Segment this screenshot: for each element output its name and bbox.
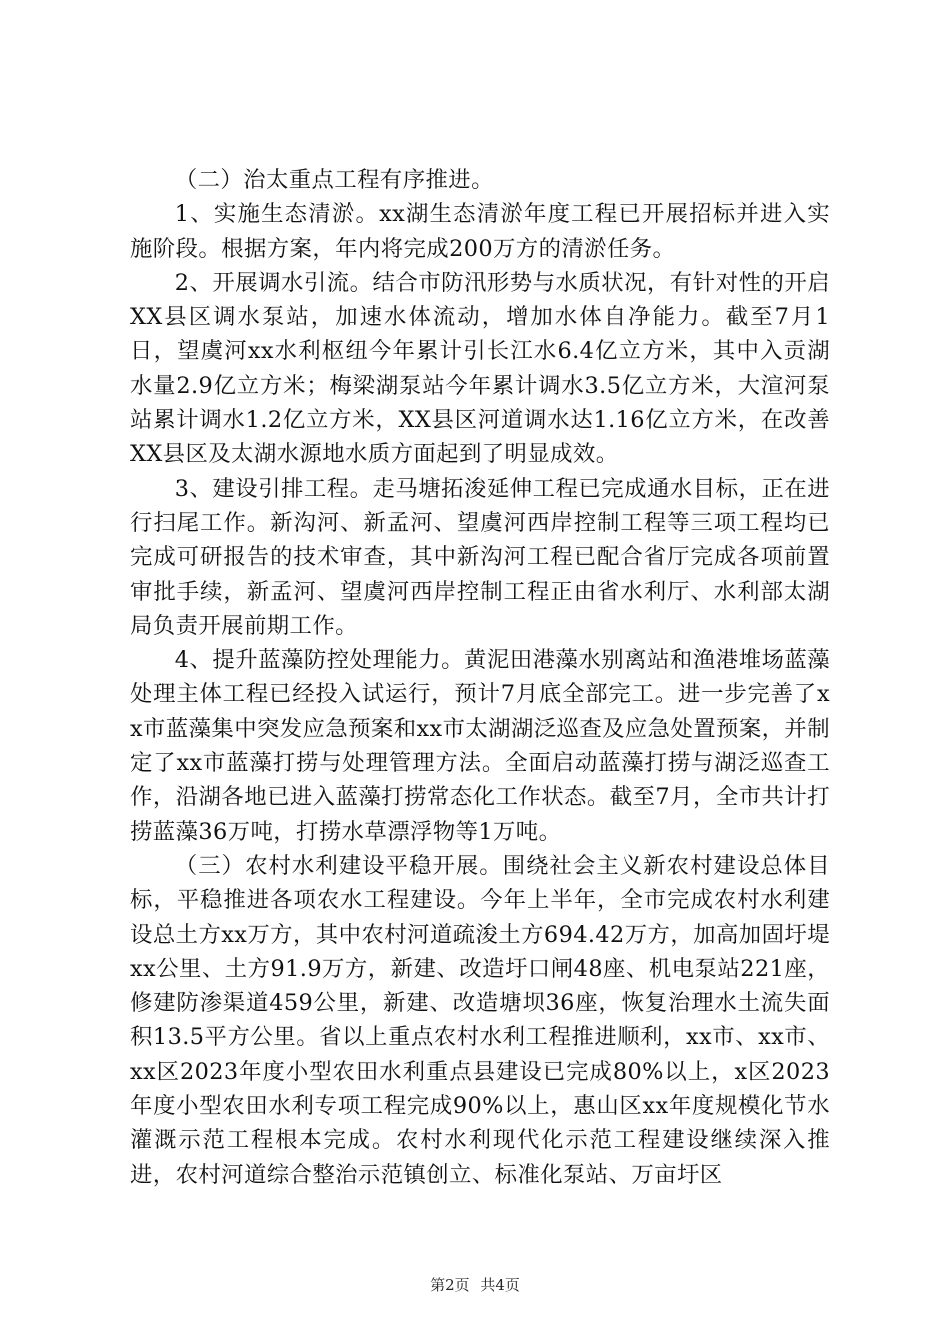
- page-number: 第2页: [430, 1276, 470, 1294]
- paragraph-drainage-projects: 3、建设引排工程。走马塘拓浚延伸工程已完成通水目标，正在进行扫尾工作。新沟河、新孟河、望虞河西岸控制工程等三项工程均已完成可研报告的技术审查，其中新沟河工程已配合省厅完成各项前置审批手续，新孟河、望虞河西岸控制工程正由省水利厅、水利部太湖局负责开展前期工作。: [130, 475, 830, 639]
- paragraph-rural-water-conservancy: （三）农村水利建设平稳开展。围绕社会主义新农村建设总体目标，平稳推进各项农水工程建设。今年上半年，全市完成农村水利建设总土方xx万方，其中农村河道疏浚土方694.42万方，加高加固圩堤xx公里、土方91.9万方，新建、改造圩口闸48座、机电泵站221座，修建防渗渠道459公里，新建、改造塘坝36座，恢复治理水土流失面积13.5平方公里。省以上重点农村水利工程推进顺利，xx市、xx市、xx区2023年度小型农田水利重点县建设已完成80%以上，x区2023年度小型农田水利专项工程完成90%以上，惠山区xx年度规模化节水灌溉示范工程根本完成。农村水利现代化示范工程建设继续深入推进，农村河道综合整治示范镇创立、标准化泵站、万亩圩区: [130, 852, 830, 1188]
- paragraph-algae-control: 4、提升蓝藻防控处理能力。黄泥田港藻水别离站和渔港堆场蓝藻处理主体工程已经投入试运行，预计7月底全部完工。进一步完善了xx市蓝藻集中突发应急预案和xx市太湖湖泛巡查及应急处置预案，并制定了xx市蓝藻打捞与处理管理方法。全面启动蓝藻打捞与湖泛巡查工作，沿湖各地已进入蓝藻打捞常态化工作状态。截至7月，全市共计打捞蓝藻36万吨，打捞水草漂浮物等1万吨。: [130, 647, 831, 845]
- page-footer: [0, 1275, 950, 1295]
- document-body: [130, 163, 830, 1192]
- paragraph-ecological-dredging: 1、实施生态清淤。xx湖生态清淤年度工程已开展招标并进入实施阶段。根据方案，年内将完成200万方的清淤任务。: [130, 201, 830, 262]
- paragraph-water-diversion: 2、开展调水引流。结合市防汛形势与水质状况，有针对性的开启XX县区调水泵站，加速水体流动，增加水体自净能力。截至7月1日，望虞河xx水利枢纽今年累计引长江水6.4亿立方米，其中入贡湖水量2.9亿立方米；梅梁湖泵站今年累计调水3.5亿立方米，大渲河泵站累计调水1.2亿立方米，XX县区河道调水达1.16亿立方米，在改善XX县区及太湖水源地水质方面起到了明显成效。: [130, 269, 830, 468]
- paragraph-section-two-heading: （二）治太重点工程有序推进。: [174, 167, 494, 193]
- page-total: 共4页: [480, 1276, 520, 1294]
